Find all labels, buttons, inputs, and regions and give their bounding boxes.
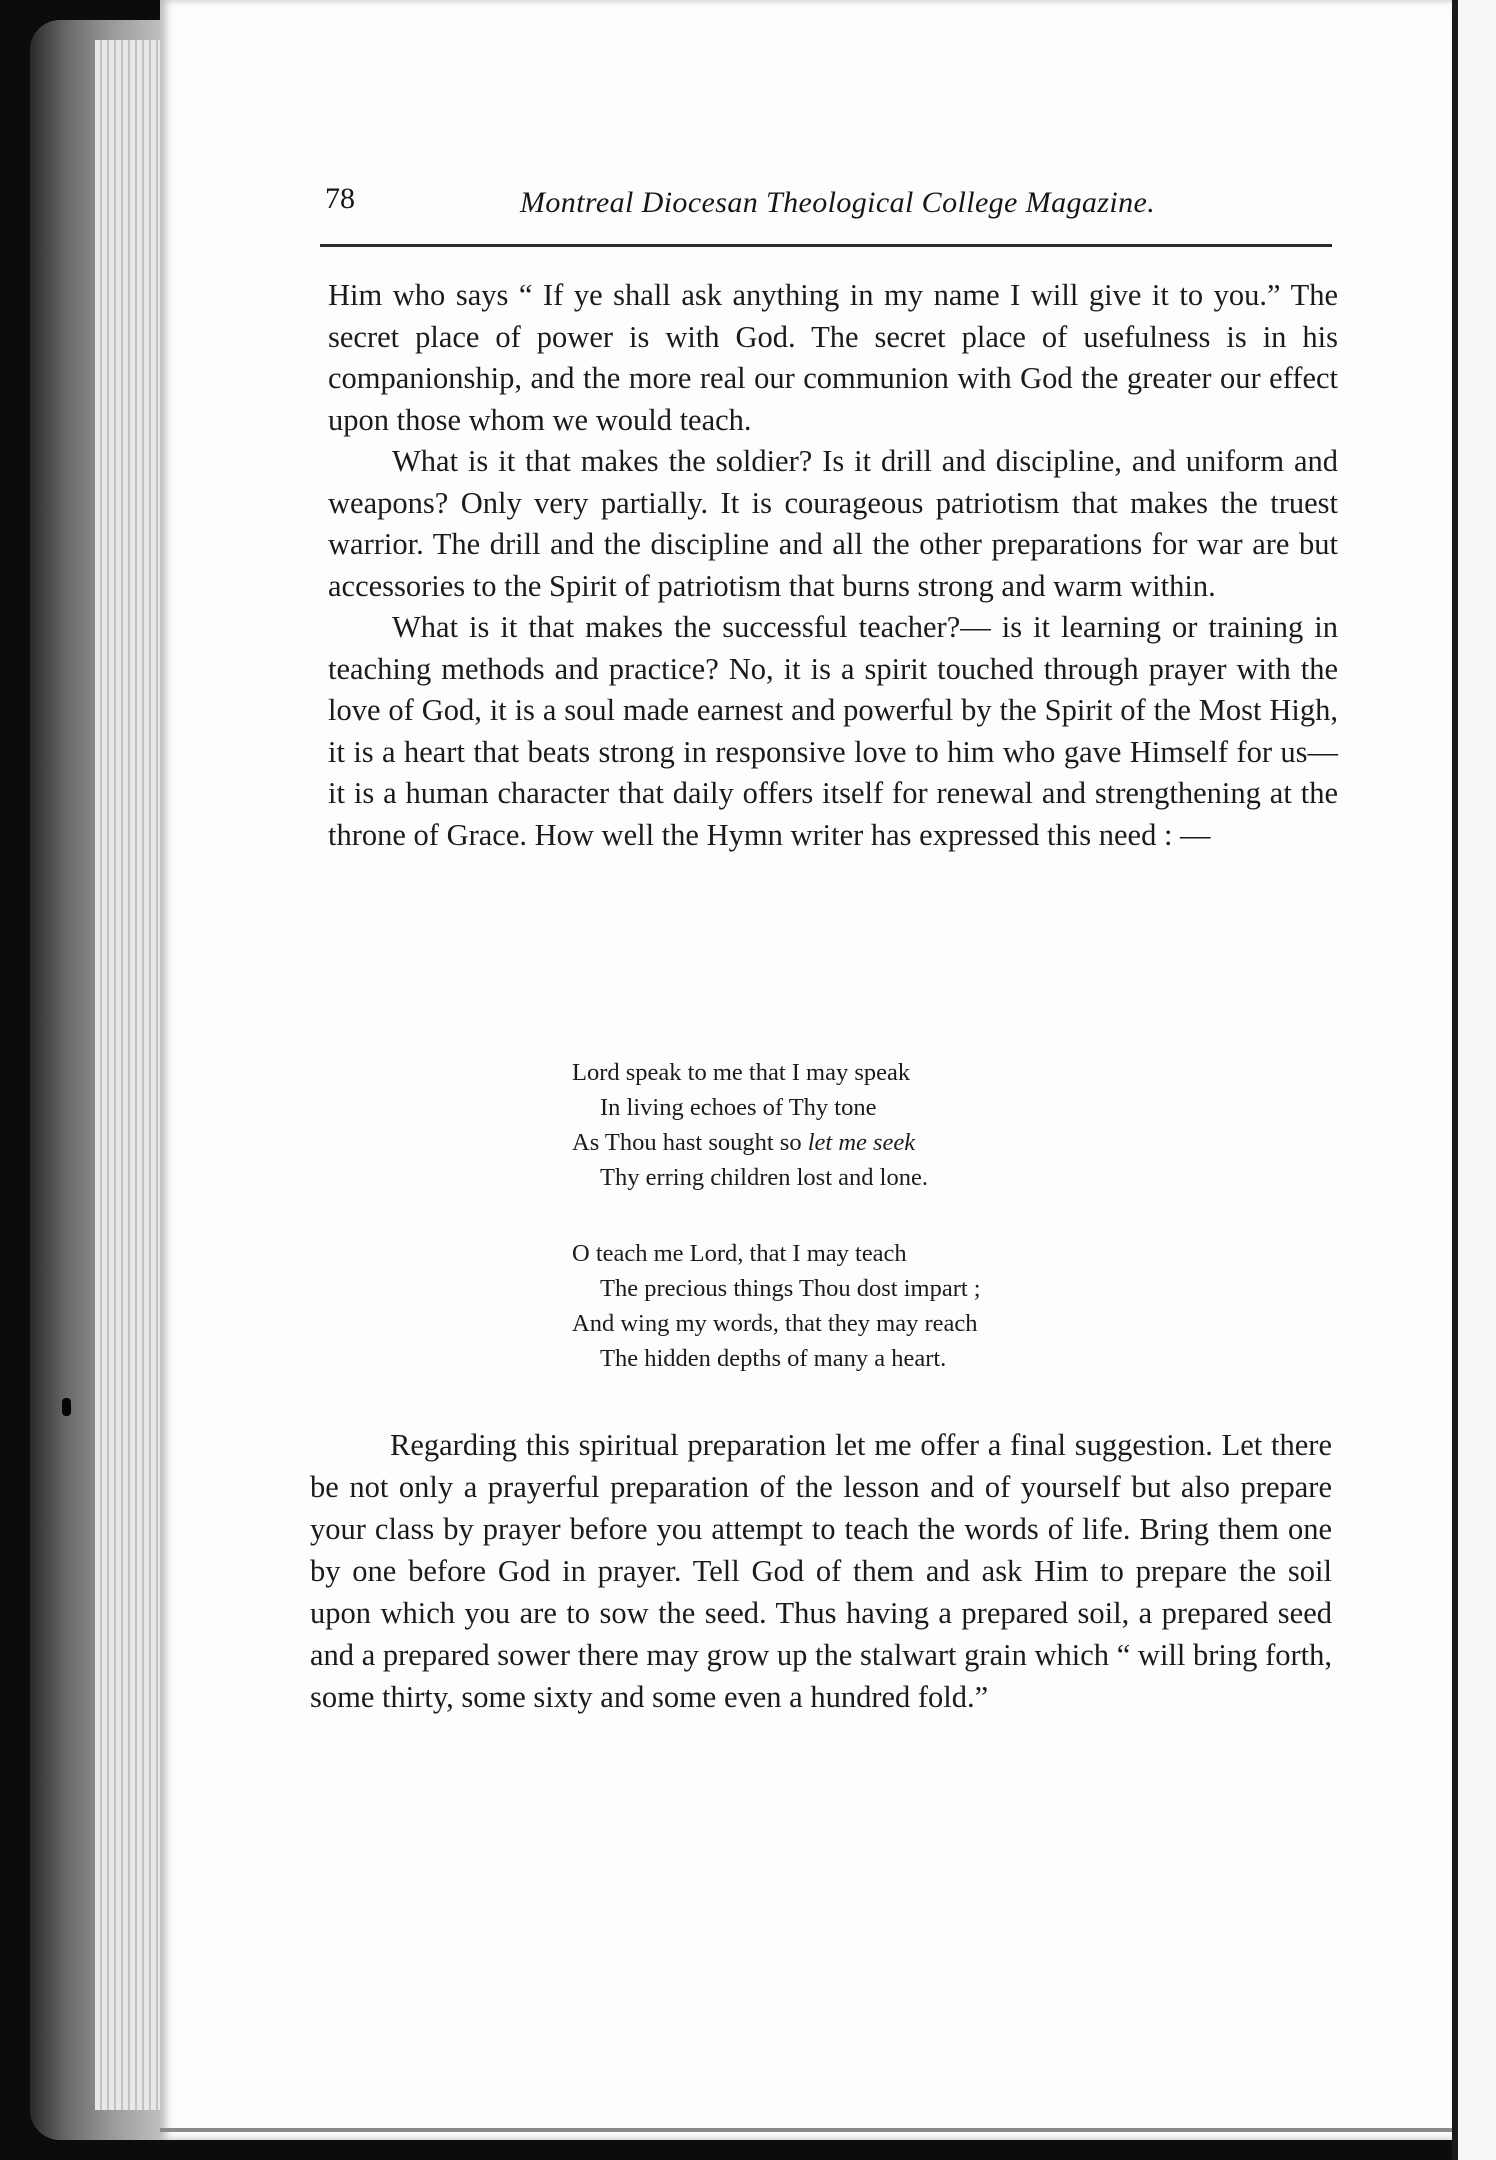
- hymn-line: The hidden depths of many a heart.: [600, 1345, 947, 1372]
- paragraph-3: What is it that makes the successful teacher?— is it learning or training in teaching methods and practice? No, it is a spirit touched through prayer with the love of God, it is a soul made earnest and powerful by the Spirit of the Most High, it is a heart that beats strong in responsive love to him who gave Himself for us—it is a human character that daily offers itself for renewal and strengthening at the throne of Grace. How well the Hymn writer has expressed this need : —: [328, 610, 1338, 852]
- header-rule: [320, 244, 1332, 247]
- scan-speck: [62, 1398, 71, 1416]
- paragraph-2: What is it that makes the soldier? Is it drill and discipline, and uniform and weapons? Only very partially. It is courageous patriotism that makes the truest warrior. The drill and the discipline and all the other preparations for war are but accessories to the Spirit of patriotism that burns strong and warm within.: [328, 444, 1338, 603]
- body-text: [328, 275, 1338, 856]
- hymn-line: The precious things Thou dost impart ;: [600, 1275, 981, 1302]
- hymn-stanza-2: [572, 1236, 1132, 1376]
- hymn-stanza-1: [572, 1055, 1132, 1195]
- hymn-line: And wing my words, that they may reach: [572, 1310, 978, 1337]
- page-header: [325, 182, 1340, 242]
- hymn-line: Lord speak to me that I may speak: [572, 1059, 911, 1086]
- page-number: 78: [325, 182, 355, 215]
- running-head: Montreal Diocesan Theological College Magazine.: [520, 186, 1156, 219]
- hymn-line-start: As Thou hast sought so: [572, 1129, 808, 1156]
- final-paragraph: Regarding this spiritual preparation let me offer a final suggestion. Let there be not only a prayerful preparation of the lesson and of yourself but also prepare your class by prayer before you attempt to teach the words of life. Bring them one by one before God in prayer. Tell God of them and ask Him to prepare the soil upon which you are to sow the seed. Thus having a prepared soil, a prepared seed and a prepared sower there may grow up the stalwart grain which “ will bring forth, some thirty, some sixty and some even a hundred fold.”: [310, 1428, 1332, 1714]
- paragraph-1: Him who says “ If ye shall ask anything in my name I will give it to you.” The secret place of power is with God. The secret place of usefulness is in his companionship, and the more real our communion with God the greater our effect upon those whom we would teach.: [328, 278, 1338, 437]
- hymn-line: O teach me Lord, that I may teach: [572, 1240, 907, 1267]
- hymn-line-italic: let me seek: [807, 1129, 916, 1156]
- hymn-line: In living echoes of Thy tone: [600, 1094, 877, 1121]
- hymn-line: Thy erring children lost and lone.: [600, 1164, 928, 1191]
- scan-right-margin: [1458, 0, 1496, 2160]
- final-paragraph-block: [310, 1424, 1332, 1718]
- hymn-line: [572, 1125, 1132, 1160]
- page-bottom-edge: [160, 2128, 1460, 2132]
